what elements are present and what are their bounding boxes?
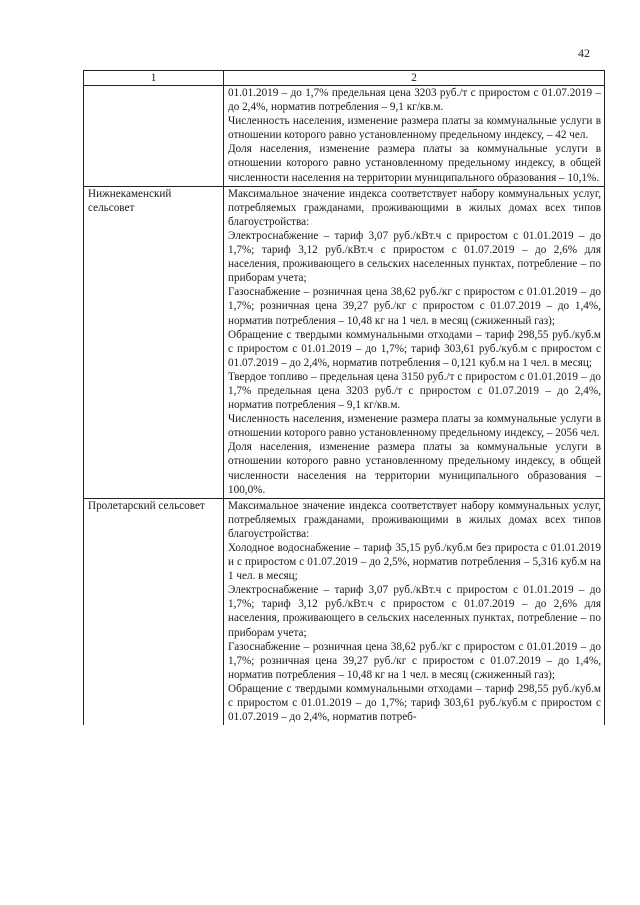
description-paragraph: Численность населения, изменение размера платы за коммунальные услуги в отношении которого равно установленному предельному индексу, – 2056 чел. (228, 413, 601, 440)
description-paragraph: Максимальное значение индекса соответствует набору коммунальных услуг, потребляемых гражданами, проживающими в жилых домах всех типов благоустройства: (228, 187, 601, 228)
description-paragraph: Максимальное значение индекса соответствует набору коммунальных услуг, потребляемых гражданами, проживающими в жилых домах всех типов благоустройства: (228, 499, 601, 540)
table-header-row (84, 71, 605, 86)
description-paragraph: Электроснабжение – тариф 3,07 руб./кВт.ч с приростом с 01.01.2019 – до 1,7%; тариф 3,12 руб./кВт.ч с приростом с 01.07.2019 – до 2,6% для населения, проживающего в сельских населенных пунктах, потребление – по приборам учета; (228, 229, 601, 285)
municipality-cell: Нижнекаменский сельсовет (84, 186, 224, 498)
description-cell (224, 86, 605, 187)
table-row (84, 86, 605, 187)
description-paragraph: Обращение с твердыми коммунальными отходами – тариф 298,55 руб./куб.м с приростом с 01.01.2019 – до 1,7%; тариф 303,61 руб./куб.м с приростом с 01.07.2019 – до 2,4%, норматив потреб- (228, 682, 601, 724)
description-paragraph: 01.01.2019 – до 1,7% предельная цена 3203 руб./т с приростом с 01.07.2019 – до 2,4%, норматив потребления – 9,1 кг/кв.м. (228, 87, 601, 114)
description-paragraph: Обращение с твердыми коммунальными отходами – тариф 298,55 руб./куб.м с приростом с 01.01.2019 – до 1,7%; тариф 303,61 руб./куб.м с приростом с 01.07.2019 – до 2,4%, норматив потребления – 0,121 куб.м на 1 чел. в месяц; (228, 328, 601, 369)
description-paragraph: Электроснабжение – тариф 3,07 руб./кВт.ч с приростом с 01.01.2019 – до 1,7%; тариф 3,12 руб./кВт.ч с приростом с 01.07.2019 – до 2,6% для населения, проживающего в сельских населенных пунктах, потребление – по приборам учета; (228, 584, 601, 639)
description-cell (224, 186, 605, 498)
description-paragraph: Доля населения, изменение размера платы за коммунальные услуги в отношении которого равно установленному предельному индексу, в общей численности населения на территории муниципального образования – 10,1%. (228, 143, 601, 184)
column-header-2: 2 (224, 71, 605, 86)
table-row (84, 186, 605, 498)
municipality-cell: Пролетарский сельсовет (84, 498, 224, 725)
description-paragraph: Твердое топливо – предельная цена 3150 руб./т с приростом с 01.01.2019 – до 1,7% предельная цена 3203 руб./т с приростом с 01.07.2019 – до 2,4%, норматив потребления – 9,1 кг/кв.м. (228, 370, 601, 412)
description-paragraph: Доля населения, изменение размера платы за коммунальные услуги в отношении которого равно установленному предельному индексу, в общей численности населения на территории муниципального образования – 100,0%. (228, 441, 601, 496)
description-paragraph: Газоснабжение – розничная цена 38,62 руб./кг с приростом с 01.01.2019 – до 1,7%; розничная цена 39,27 руб./кг с приростом с 01.07.2019 – до 1,4%, норматив потребления – 10,48 кг на 1 чел. в месяц (сжиженный газ); (228, 640, 601, 681)
page-number: 42 (578, 46, 590, 60)
description-paragraph: Численность населения, изменение размера платы за коммунальные услуги в отношении которого равно установленному предельному индексу, – 42 чел. (228, 115, 601, 142)
description-paragraph: Холодное водоснабжение – тариф 35,15 руб./куб.м без прироста с 01.01.2019 и с приростом с 01.07.2019 – до 2,5%, норматив потребления – 5,316 куб.м на 1 чел. в месяц; (228, 542, 601, 583)
description-paragraph: Газоснабжение – розничная цена 38,62 руб./кг с приростом с 01.01.2019 – до 1,7%; розничная цена 39,27 руб./кг с приростом с 01.07.2019 – до 1,4%, норматив потребления – 10,48 кг на 1 чел. в месяц (сжиженный газ); (228, 286, 601, 327)
description-cell (224, 498, 605, 725)
column-header-1: 1 (84, 71, 224, 86)
table-row (84, 498, 605, 725)
tariff-table (83, 70, 605, 725)
municipality-cell (84, 86, 224, 187)
